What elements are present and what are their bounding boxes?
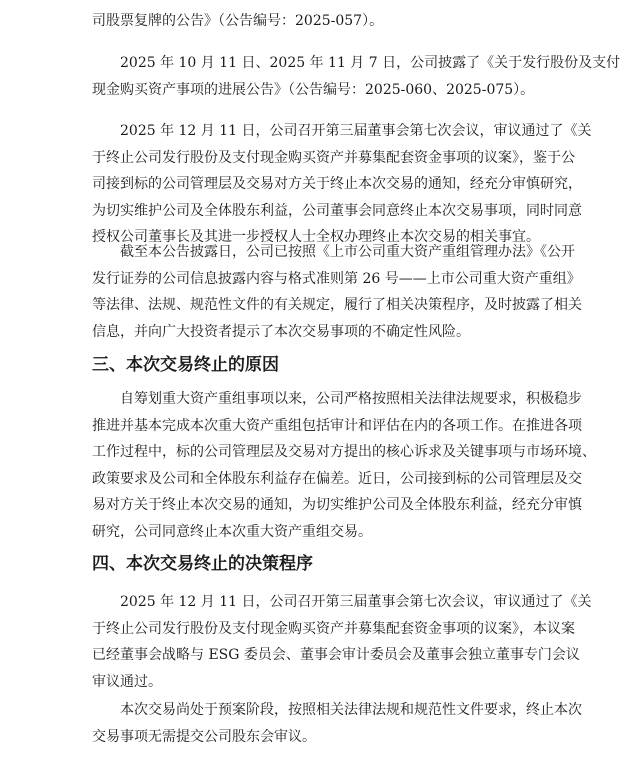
text-line: 等法律、法规、规范性文件的有关规定，履行了相关决策程序，及时披露了相关 — [92, 297, 582, 313]
text-line: 现金购买资产事项的进展公告》（公告编号：2025-060、2025-075）。 — [92, 81, 535, 98]
text-line: 2025 年 12 月 11 日，公司召开第三届董事会第七次会议，审议通过了《关 — [120, 594, 592, 610]
paragraph-progress-announcements — [92, 50, 621, 103]
text-line: 政策要求及公司和全体股东利益存在偏差。近日，公司接到标的公司管理层及交 — [92, 470, 582, 487]
text-line: 自筹划重大资产重组事项以来，公司严格按照相关法律法规要求，积极稳步 — [120, 391, 582, 407]
text-line: 于终止公司发行股份及支付现金购买资产并募集配套资金事项的议案》，鉴于公 — [92, 149, 575, 166]
text-line: 发行证券的公司信息披露内容与格式准则第 26 号——上市公司重大资产重组》 — [92, 270, 581, 287]
section-heading-decision-procedure: 四、本次交易终止的决策程序 — [92, 554, 313, 574]
paragraph-board-meeting — [92, 118, 592, 251]
text-line: 信息，并向广大投资者提示了本次交易事项的不确定性风险。 — [92, 323, 470, 340]
text-line: 工作过程中，标的公司管理层及交易对方提出的核心诉求及关键事项与市场环境、 — [92, 444, 596, 460]
text-line: 本次交易尚处于预案阶段，按照相关法律法规和规范性文件要求，终止本次 — [120, 702, 582, 718]
text-line: 审议通过。 — [92, 673, 162, 690]
text-line: 交易事项无需提交公司股东会审议。 — [92, 728, 316, 745]
text-line: 2025 年 10 月 11 日、2025 年 11 月 7 日，公司披露了《关于发行股份及支付 — [120, 55, 621, 71]
text-line: 研究，公司同意终止本次重大资产重组交易。 — [92, 523, 372, 540]
paragraph-disclosure-status — [92, 239, 582, 345]
text-line: 已经董事会战略与 ESG 委员会、董事会审计委员会及董事会独立董事专门会议 — [92, 647, 580, 663]
text-line: 2025 年 12 月 11 日，公司召开第三届董事会第七次会议，审议通过了《关 — [120, 123, 592, 139]
text-line: 于终止公司发行股份及支付现金购买资产并募集配套资金事项的议案》，本议案 — [92, 620, 575, 637]
text-line: 司股票复牌的公告》（公告编号：2025-057）。 — [92, 13, 384, 29]
paragraph-shareholder-approval — [92, 697, 582, 750]
text-line: 司接到标的公司管理层及交易对方关于终止本次交易的通知，经充分审慎研究， — [92, 176, 582, 192]
section-heading-termination-reason: 三、本次交易终止的原因 — [92, 355, 279, 375]
text-line: 授权公司董事长及其进一步授权人士全权办理终止本次交易的相关事宜。 — [92, 229, 540, 245]
text-line: 易对方关于终止本次交易的通知，为切实维护公司及全体股东利益，经充分审慎 — [92, 497, 582, 513]
text-line: 推进并基本完成本次重大资产重组包括审计和评估在内的各项工作。在推进各项 — [92, 417, 582, 434]
text-line: 截至本公告披露日，公司已按照《上市公司重大资产重组管理办法》《公开 — [120, 244, 575, 260]
paragraph-continuation — [92, 8, 548, 35]
paragraph-termination-reason — [92, 386, 596, 545]
text-line: 为切实维护公司及全体股东利益，公司董事会同意终止本次交易事项，同时同意 — [92, 202, 582, 219]
paragraph-decision-procedure — [92, 589, 592, 695]
